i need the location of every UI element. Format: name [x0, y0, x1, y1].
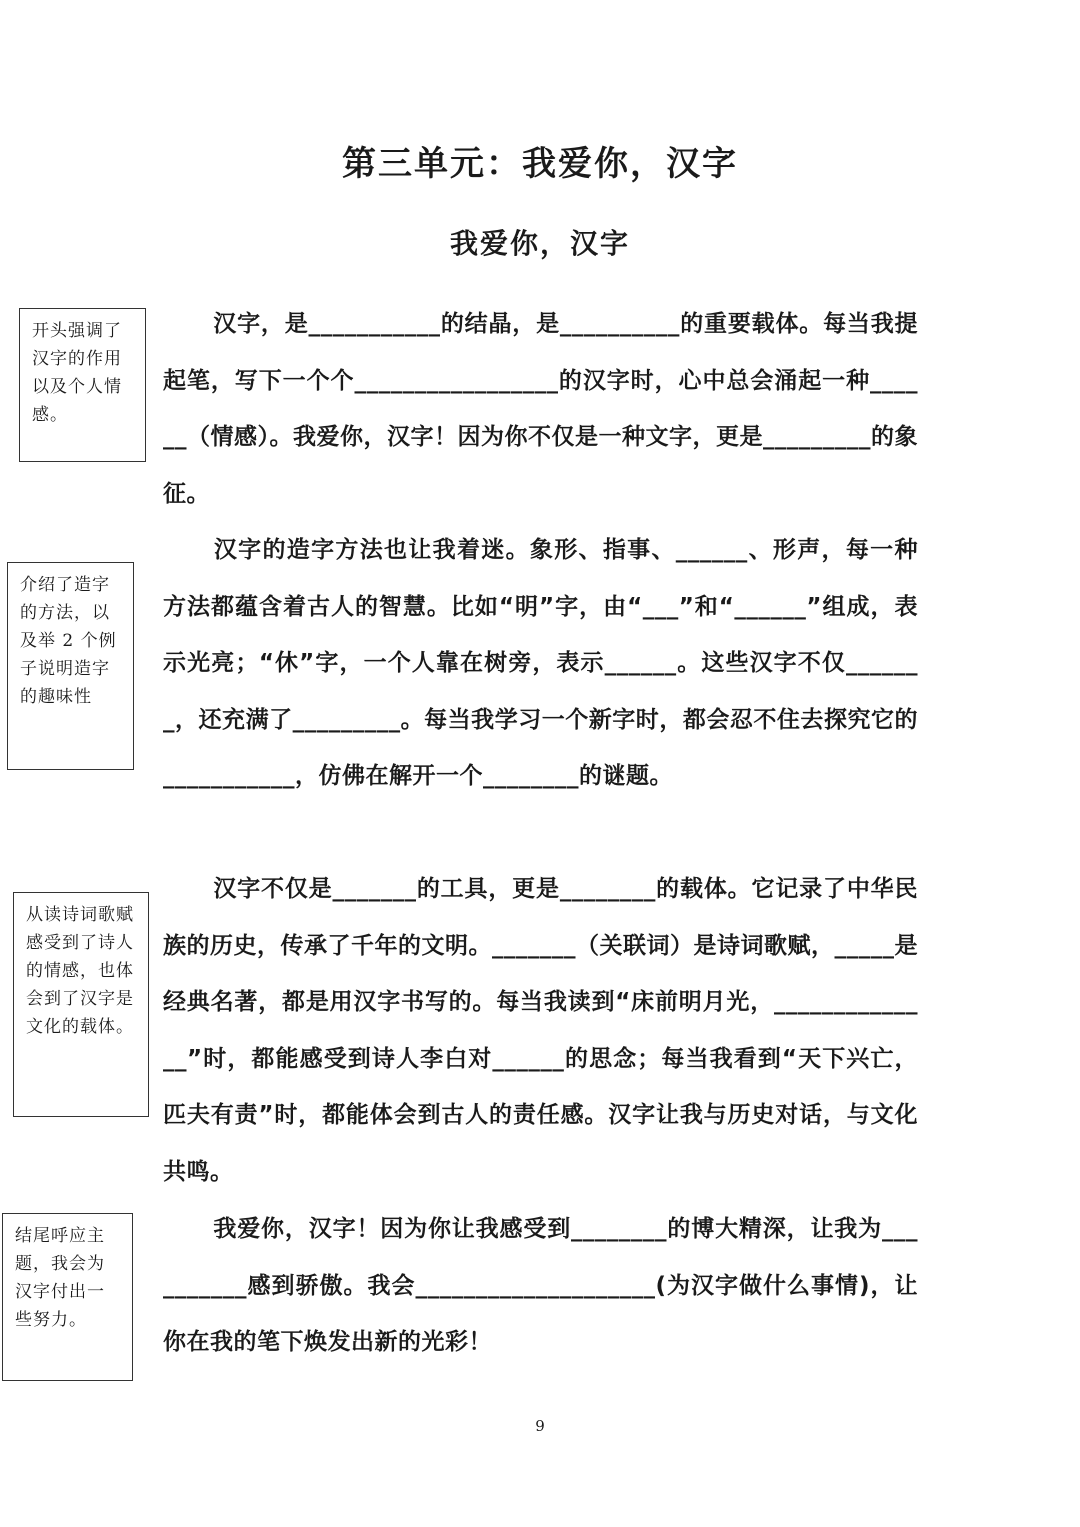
page-number: 9	[535, 1417, 545, 1435]
note-text: 开头强调了汉字的作用以及个人情感。	[32, 321, 122, 425]
note-text: 结尾呼应主题，我会为汉字付出一些努力。	[15, 1226, 105, 1330]
paragraph-1	[163, 296, 918, 522]
paragraph-text: 汉字，是___________的结晶，是__________的重要载体。每当我提起笔，写下一个个_________________的汉字时，心中总会涌起一种______（情感）。我爱你，汉字！因为你不仅是一种文字，更是_________的象征。	[163, 311, 918, 507]
note-text: 介绍了造字的方法，以及举 2 个例子说明造字的趣味性	[20, 575, 117, 707]
margin-note-1	[19, 308, 146, 462]
paragraph-2	[163, 522, 918, 805]
paragraph-3	[163, 861, 918, 1201]
paragraph-text: 我爱你，汉字！因为你让我感受到________的博大精深，让我为__________感到骄傲。我会____________________(为汉字做什么事情)，让你在我的笔下焕发出新的光彩！	[163, 1216, 918, 1356]
margin-note-2	[7, 562, 134, 770]
paragraph-text: 汉字不仅是_______的工具，更是________的载体。它记录了中华民族的历史，传承了千年的文明。_______（关联词）是诗词歌赋，_____是经典名著，都是用汉字书写的。每当我读到“床前明月光，______________”时，都能感受到诗人李白对______的思念；每当我看到“天下兴亡，匹夫有责”时，都能体会到古人的责任感。汉字让我与历史对话，与文化共鸣。	[163, 876, 918, 1185]
margin-note-4	[2, 1213, 133, 1381]
paragraph-4	[163, 1201, 918, 1371]
paragraph-text: 汉字的造字方法也让我着迷。象形、指事、______、形声，每一种方法都蕴含着古人的智慧。比如“明”字，由“___”和“______”组成，表示光亮；“休”字，一个人靠在树旁，表示______。这些汉字不仅_______，还充满了_________。每当我学习一个新字时，都会忍不住去探究它的___________，仿佛在解开一个________的谜题。	[163, 537, 918, 790]
margin-note-3	[13, 892, 149, 1117]
page-title: 第三单元：我爱你，汉字	[342, 144, 738, 184]
note-text: 从读诗词歌赋感受到了诗人的情感，也体会到了汉字是文化的载体。	[26, 905, 134, 1037]
essay-title: 我爱你，汉字	[449, 227, 630, 260]
